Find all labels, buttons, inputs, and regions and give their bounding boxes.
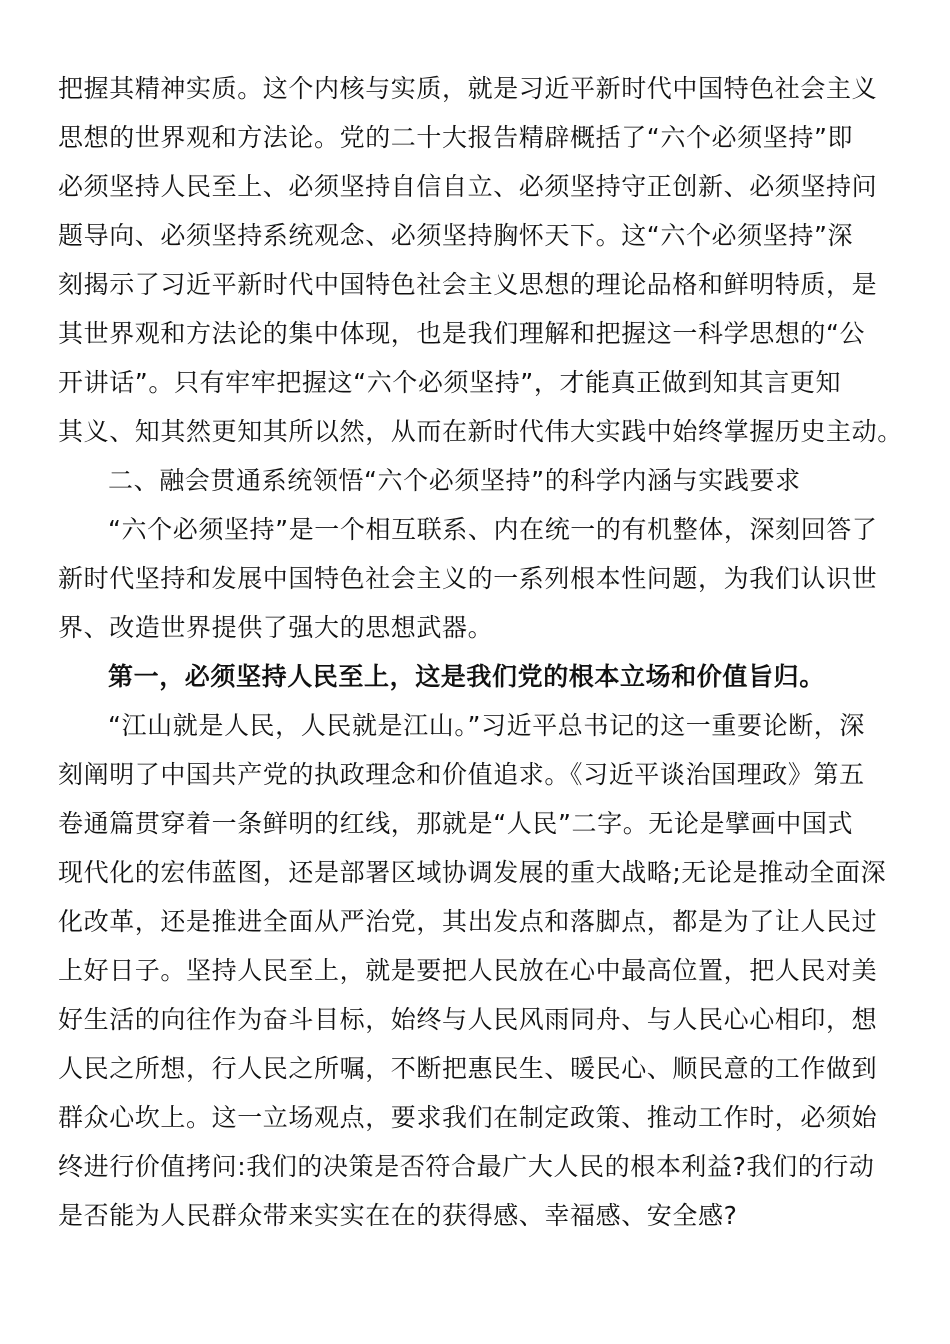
text-line: 其世界观和方法论的集中体现，也是我们理解和把握这一科学思想的“公 xyxy=(58,319,866,348)
subheading-first-point xyxy=(58,652,886,701)
text-line: 化改革，还是推进全面从严治党，其出发点和落脚点，都是为了让人民过 xyxy=(58,907,878,936)
text-line: 必须坚持人民至上、必须坚持自信自立、必须坚持守正创新、必须坚持问 xyxy=(58,172,878,201)
text-line: 其义、知其然更知其所以然，从而在新时代伟大实践中始终掌握历史主动。 xyxy=(58,417,903,446)
text-line: 卷通篇贯穿着一条鲜明的红线，那就是“人民”二字。无论是擘画中国式 xyxy=(58,809,854,838)
text-line: 开讲话”。只有牢牢把握这“六个必须坚持”，才能真正做到知其言更知 xyxy=(58,368,842,397)
section-heading xyxy=(58,456,886,505)
paragraph-overview xyxy=(58,505,886,652)
text-line: “江山就是人民，人民就是江山。”习近平总书记的这一重要论断，深 xyxy=(108,711,866,740)
text-line: 思想的世界观和方法论。党的二十大报告精辟概括了“六个必须坚持”即 xyxy=(58,123,854,152)
heading-line: 二、融会贯通系统领悟“六个必须坚持”的科学内涵与实践要求 xyxy=(108,466,801,495)
text-line: 刻阐明了中国共产党的执政理念和价值追求。《习近平谈治国理政》第五 xyxy=(58,760,865,789)
text-line: 是否能为人民群众带来实实在在的获得感、幸福感、安全感? xyxy=(58,1201,738,1230)
paragraph-people-first xyxy=(58,701,886,1240)
text-line: 上好日子。坚持人民至上，就是要把人民放在心中最高位置，把人民对美 xyxy=(58,956,878,985)
paragraph-intro-continuation xyxy=(58,64,903,456)
text-line: 现代化的宏伟蓝图，还是部署区域协调发展的重大战略;无论是推动全面深 xyxy=(58,858,887,887)
text-line: “六个必须坚持”是一个相互联系、内在统一的有机整体，深刻回答了 xyxy=(108,515,878,544)
text-line: 新时代坚持和发展中国特色社会主义的一系列根本性问题，为我们认识世 xyxy=(58,564,878,593)
text-line: 题导向、必须坚持系统观念、必须坚持胸怀天下。这“六个必须坚持”深 xyxy=(58,221,854,250)
document-page xyxy=(58,64,903,1240)
text-line: 刻揭示了习近平新时代中国特色社会主义思想的理论品格和鲜明特质，是 xyxy=(58,270,878,299)
text-line: 终进行价值拷问:我们的决策是否符合最广大人民的根本利益?我们的行动 xyxy=(58,1152,875,1181)
text-line: 好生活的向往作为奋斗目标，始终与人民风雨同舟、与人民心心相印，想 xyxy=(58,1005,878,1034)
text-line: 界、改造世界提供了强大的思想武器。 xyxy=(58,613,494,642)
text-line: 群众心坎上。这一立场观点，要求我们在制定政策、推动工作时，必须始 xyxy=(58,1103,878,1132)
text-line: 把握其精神实质。这个内核与实质，就是习近平新时代中国特色社会主义 xyxy=(58,74,878,103)
bold-heading-line: 第一，必须坚持人民至上，这是我们党的根本立场和价值旨归。 xyxy=(108,662,825,691)
text-line: 人民之所想，行人民之所嘱，不断把惠民生、暖民心、顺民意的工作做到 xyxy=(58,1054,878,1083)
